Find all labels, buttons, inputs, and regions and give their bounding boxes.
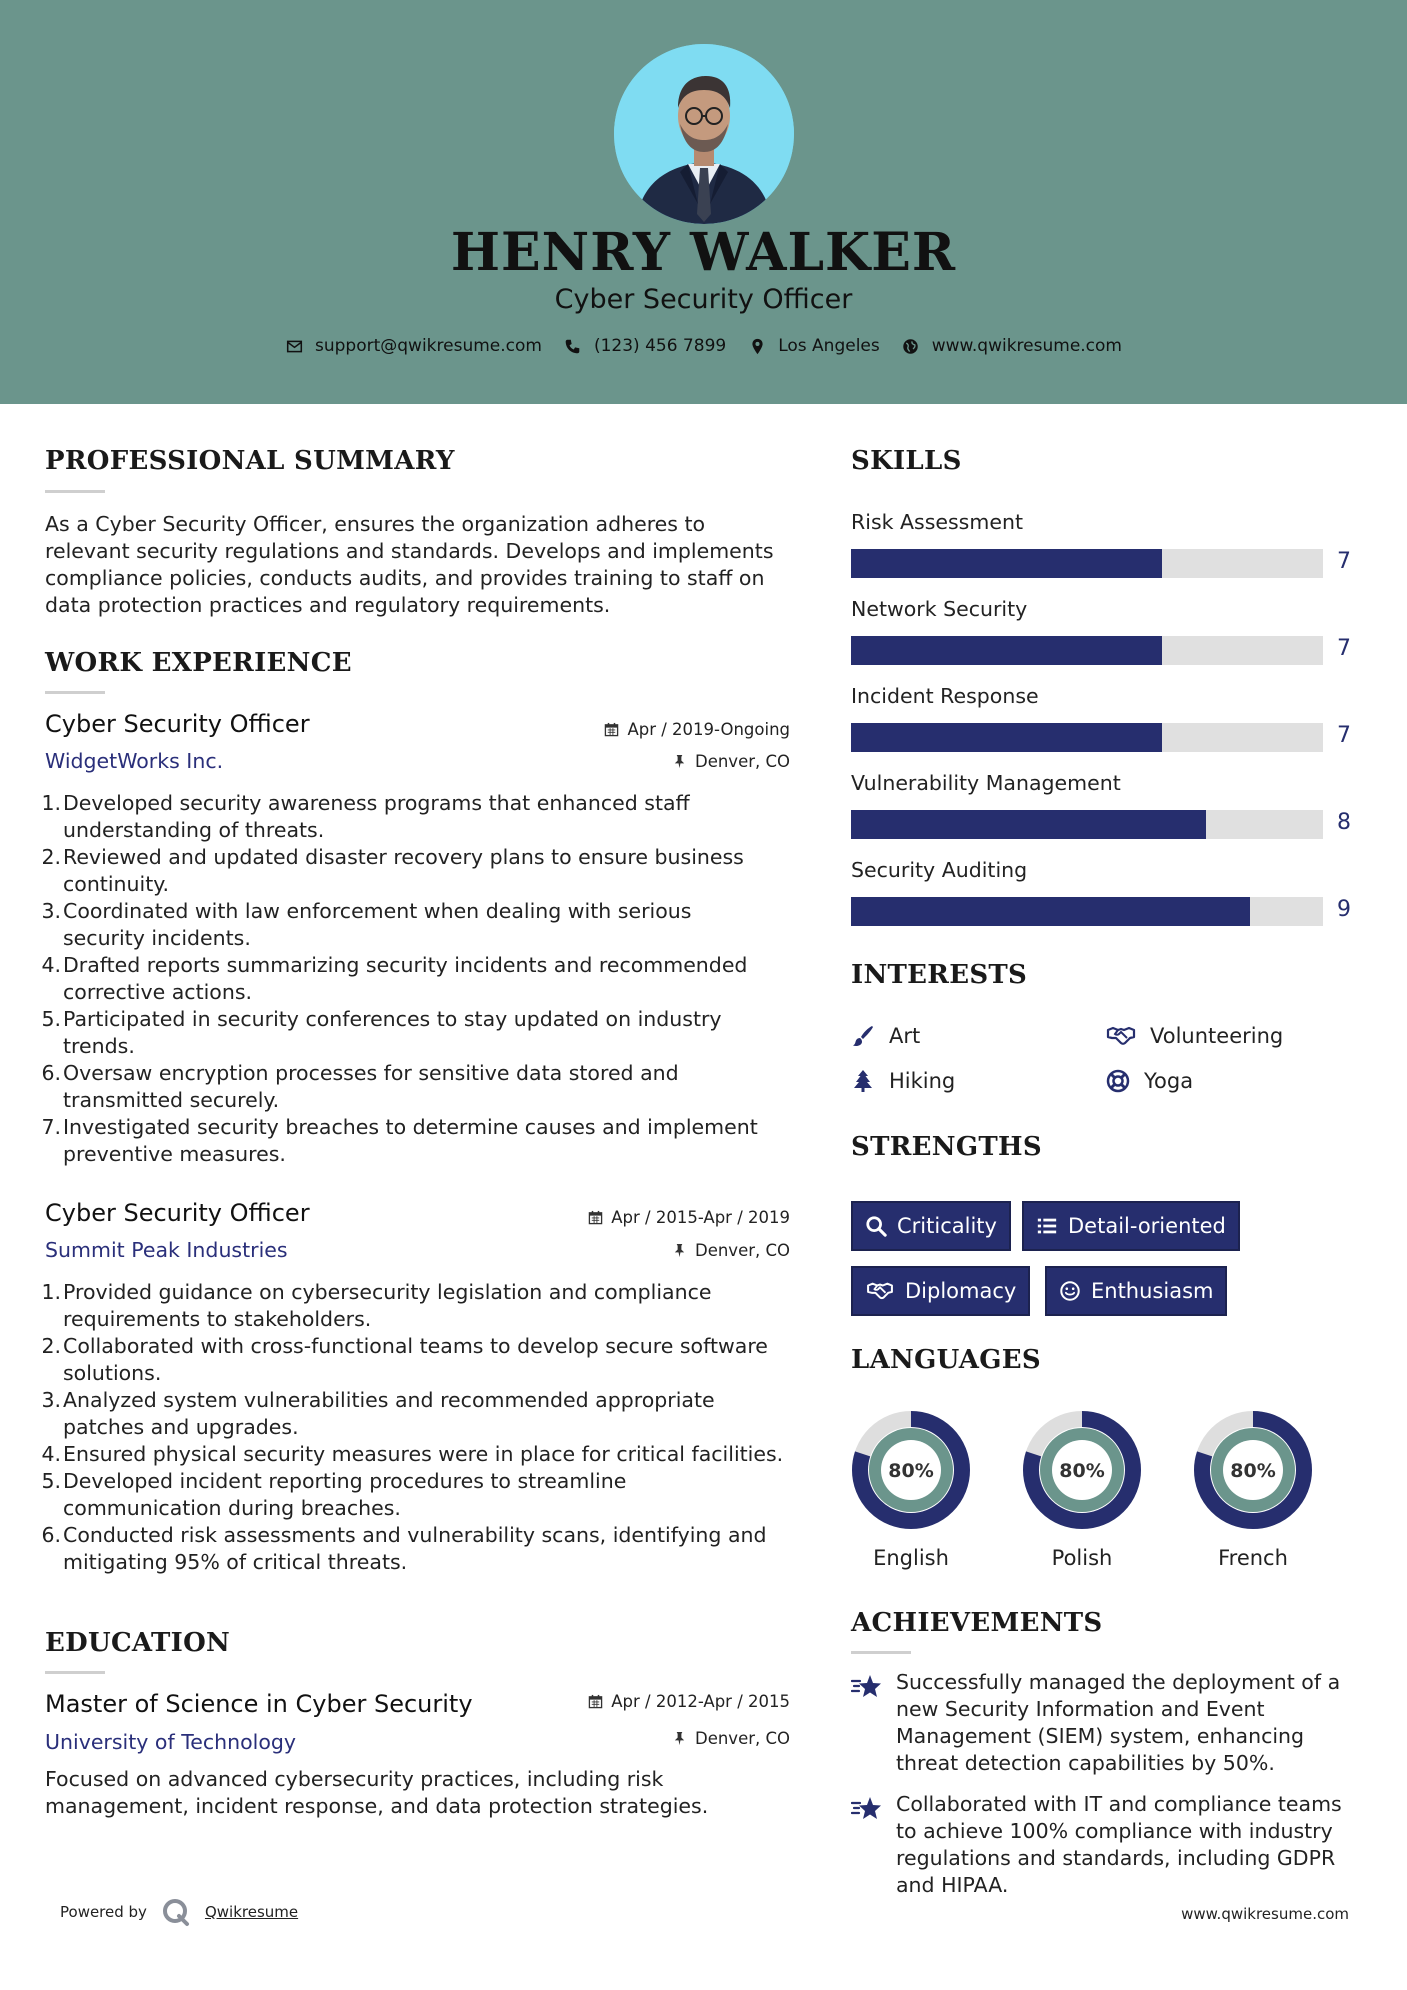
achievement-item [896, 1669, 1366, 1777]
list-line: Provided guidance on cybersecurity legislation and compliance [63, 1280, 712, 1304]
strength-badge [851, 1201, 1011, 1251]
list-number: 1. [41, 791, 61, 815]
list-number: 2. [41, 1334, 61, 1358]
phone-text[interactable]: (123) 456 7899 [593, 336, 727, 356]
list-line: mitigating 95% of critical threats. [63, 1550, 408, 1574]
summary-line: relevant security regulations and standards. Develops and implements [45, 539, 774, 563]
language-name: English [873, 1546, 949, 1570]
calendar-icon [588, 1694, 603, 1709]
summary-rule [45, 490, 105, 493]
job-responsibilities [41, 790, 805, 1168]
achievement-item [896, 1791, 1366, 1899]
skill-label: Network Security [851, 597, 1028, 621]
skill-bar [851, 636, 1323, 665]
list-number: 7. [41, 1115, 61, 1139]
skill-label: Risk Assessment [851, 510, 1023, 534]
location-text: Los Angeles [778, 336, 880, 356]
list-line: solutions. [63, 1361, 162, 1385]
interest-hiking [851, 1069, 955, 1093]
search-icon [865, 1215, 887, 1237]
star-icon [851, 1672, 883, 1702]
job-location-text: Denver, CO [694, 1241, 790, 1260]
list-item [41, 1522, 805, 1576]
education-rule [45, 1671, 105, 1674]
candidate-name: HENRY WALKER [450, 222, 957, 283]
job-title: Cyber Security Officer [45, 710, 310, 738]
skill-label: Security Auditing [851, 858, 1028, 882]
star-icon [851, 1794, 883, 1824]
education-description [45, 1766, 805, 1820]
profile-photo [614, 44, 794, 224]
pushpin-icon [672, 1731, 687, 1746]
interest-label: Volunteering [1150, 1024, 1284, 1048]
skills-heading: SKILLS [851, 446, 962, 476]
language-name: French [1218, 1546, 1288, 1570]
skill-value: 7 [1337, 723, 1351, 748]
list-item [41, 1060, 805, 1114]
list-item [41, 1114, 805, 1168]
skill-value: 7 [1337, 636, 1351, 661]
list-line: Ensured physical security measures were in place for critical facilities. [63, 1442, 784, 1466]
pushpin-icon [672, 1243, 687, 1258]
handshake-icon [865, 1280, 895, 1302]
skill-bar [851, 810, 1323, 839]
summary-line: As a Cyber Security Officer, ensures the organization adheres to [45, 512, 706, 536]
skill-label: Incident Response [851, 684, 1039, 708]
achievement-line: threat detection capabilities by 50%. [896, 1751, 1275, 1775]
school-name: University of Technology [45, 1730, 297, 1754]
qwikresume-logo-icon [161, 1897, 191, 1927]
list-line: transmitted securely. [63, 1088, 280, 1112]
job-dates [510, 1208, 790, 1227]
strength-badge [851, 1266, 1030, 1316]
list-line: Developed incident reporting procedures to streamline [63, 1469, 627, 1493]
job-dates-text: Apr / 2019-Ongoing [627, 720, 790, 739]
job-location [530, 752, 790, 771]
list-item [41, 1468, 805, 1522]
interest-label: Hiking [889, 1069, 956, 1093]
interests-heading: INTERESTS [851, 960, 1028, 990]
candidate-title: Cyber Security Officer [554, 284, 853, 315]
list-number: 1. [41, 1280, 61, 1304]
list-item [41, 790, 805, 844]
achievement-line: Management (SIEM) system, enhancing [896, 1724, 1305, 1748]
skill-value: 8 [1337, 810, 1351, 835]
list-line: requirements to stakeholders. [63, 1307, 372, 1331]
smile-icon [1059, 1280, 1081, 1302]
contact-phone[interactable] [564, 336, 726, 356]
skill-bar-fill [851, 810, 1206, 839]
skill-label: Vulnerability Management [851, 771, 1121, 795]
tree-icon [851, 1069, 875, 1093]
education-location [530, 1729, 790, 1748]
list-number: 3. [41, 1388, 61, 1412]
contact-bar [0, 336, 1407, 356]
list-number: 2. [41, 845, 61, 869]
interest-label: Yoga [1144, 1069, 1194, 1093]
map-pin-icon [748, 337, 766, 355]
list-item [41, 1279, 805, 1333]
list-item [41, 1006, 805, 1060]
job-dates [530, 720, 790, 739]
skill-value: 9 [1337, 897, 1351, 922]
list-line: Drafted reports summarizing security incidents and recommended [63, 953, 748, 977]
skill-bar-fill [851, 636, 1162, 665]
summary-line: data protection practices and regulatory requirements. [45, 593, 611, 617]
handshake-icon [1106, 1024, 1136, 1048]
skill-bar-fill [851, 897, 1250, 926]
achievement-line: and HIPAA. [896, 1873, 1009, 1897]
education-heading: EDUCATION [45, 1628, 231, 1658]
strengths-heading: STRENGTHS [851, 1132, 1042, 1162]
languages-heading: LANGUAGES [851, 1345, 1041, 1375]
strength-label: Enthusiasm [1091, 1279, 1214, 1303]
footer-website[interactable]: www.qwikresume.com [1181, 1905, 1349, 1923]
education-line: management, incident response, and data protection strategies. [45, 1794, 709, 1818]
degree-title: Master of Science in Cyber Security [45, 1690, 473, 1718]
list-number: 3. [41, 899, 61, 923]
list-number: 5. [41, 1469, 61, 1493]
experience-heading: WORK EXPERIENCE [45, 648, 352, 678]
job-dates-text: Apr / 2015-Apr / 2019 [611, 1208, 790, 1227]
language-donut [1191, 1408, 1315, 1532]
resume-header [0, 0, 1407, 404]
achievements-heading: ACHIEVEMENTS [851, 1608, 1103, 1638]
job-company: WidgetWorks Inc. [45, 749, 224, 773]
summary-heading: PROFESSIONAL SUMMARY [45, 446, 455, 476]
job-title: Cyber Security Officer [45, 1199, 310, 1227]
language-percent: 80% [1230, 1460, 1276, 1482]
list-line: Conducted risk assessments and vulnerability scans, identifying and [63, 1523, 767, 1547]
list-number: 4. [41, 953, 61, 977]
website-text[interactable]: www.qwikresume.com [931, 336, 1122, 356]
list-line: understanding of threats. [63, 818, 325, 842]
avatar [614, 44, 794, 224]
skill-bar-fill [851, 549, 1162, 578]
language-percent: 80% [888, 1460, 934, 1482]
strength-label: Diplomacy [905, 1279, 1017, 1303]
job-responsibilities [41, 1279, 805, 1576]
achievement-line: Successfully managed the deployment of a [896, 1670, 1341, 1694]
summary-line: compliance policies, conducts audits, and provides training to staff on [45, 566, 765, 590]
education-line: Focused on advanced cybersecurity practices, including risk [45, 1767, 664, 1791]
list-line: Reviewed and updated disaster recovery plans to ensure business [63, 845, 744, 869]
list-line: Analyzed system vulnerabilities and recommended appropriate [63, 1388, 715, 1412]
skill-bar [851, 723, 1323, 752]
strength-badge [1022, 1201, 1240, 1251]
list-line: Participated in security conferences to stay updated on industry [63, 1007, 722, 1031]
skill-bar-fill [851, 723, 1162, 752]
interest-label: Art [889, 1024, 921, 1048]
strength-label: Detail-oriented [1068, 1214, 1226, 1238]
education-location-text: Denver, CO [694, 1729, 790, 1748]
achievement-line: regulations and standards, including GDPR [896, 1846, 1336, 1870]
calendar-icon [604, 722, 619, 737]
calendar-icon [588, 1210, 603, 1225]
list-item [41, 1441, 805, 1468]
contact-location [748, 336, 880, 356]
list-number: 5. [41, 1007, 61, 1031]
skill-value: 7 [1337, 549, 1351, 574]
language-item [1191, 1408, 1315, 1570]
list-number: 6. [41, 1523, 61, 1547]
skill-bar [851, 897, 1323, 926]
paintbrush-icon [851, 1024, 875, 1048]
list-item [41, 898, 805, 952]
job-location-text: Denver, CO [694, 752, 790, 771]
list-item [41, 1387, 805, 1441]
list-item [41, 844, 805, 898]
brand-link[interactable]: Qwikresume [204, 1903, 299, 1921]
interest-volunteering [1106, 1024, 1283, 1048]
list-number: 4. [41, 1442, 61, 1466]
achievement-line: to achieve 100% compliance with industry [896, 1819, 1333, 1843]
education-dates-text: Apr / 2012-Apr / 2015 [611, 1692, 790, 1711]
language-item [1020, 1408, 1144, 1570]
language-item [849, 1408, 973, 1570]
strength-badge [1045, 1266, 1227, 1316]
list-line: Oversaw encryption processes for sensitive data stored and [63, 1061, 679, 1085]
list-line: preventive measures. [63, 1142, 286, 1166]
phone-icon [564, 337, 582, 355]
list-line: communication during breaches. [63, 1496, 401, 1520]
lifebuoy-icon [1106, 1069, 1130, 1093]
list-line: trends. [63, 1034, 135, 1058]
list-line: Collaborated with cross-functional teams to develop secure software [63, 1334, 768, 1358]
list-line: continuity. [63, 872, 169, 896]
achievement-line: new Security Information and Event [896, 1697, 1265, 1721]
email-text[interactable]: support@qwikresume.com [315, 336, 542, 356]
list-icon [1036, 1215, 1058, 1237]
pushpin-icon [672, 754, 687, 769]
globe-icon [902, 337, 920, 355]
interest-yoga [1106, 1069, 1193, 1093]
list-line: Coordinated with law enforcement when dealing with serious [63, 899, 692, 923]
summary-text [45, 511, 805, 619]
strength-label: Criticality [897, 1214, 997, 1238]
interest-art [851, 1024, 920, 1048]
list-line: security incidents. [63, 926, 251, 950]
list-item [41, 1333, 805, 1387]
achievement-line: Collaborated with IT and compliance teams [896, 1792, 1342, 1816]
language-name: Polish [1051, 1546, 1113, 1570]
achievements-rule [851, 1651, 911, 1654]
contact-email[interactable] [285, 336, 542, 356]
language-donut [1020, 1408, 1144, 1532]
list-line: Investigated security breaches to determine causes and implement [63, 1115, 758, 1139]
education-dates [510, 1692, 790, 1711]
experience-rule [45, 691, 105, 694]
powered-by[interactable] [60, 1897, 298, 1927]
job-location [530, 1241, 790, 1260]
job-company: Summit Peak Industries [45, 1238, 288, 1262]
list-line: patches and upgrades. [63, 1415, 299, 1439]
language-percent: 80% [1059, 1460, 1105, 1482]
powered-by-label: Powered by [60, 1903, 147, 1921]
list-number: 6. [41, 1061, 61, 1085]
list-line: Developed security awareness programs that enhanced staff [63, 791, 690, 815]
list-item [41, 952, 805, 1006]
language-donut [849, 1408, 973, 1532]
list-line: corrective actions. [63, 980, 253, 1004]
contact-website[interactable] [902, 336, 1122, 356]
skill-bar [851, 549, 1323, 578]
envelope-icon [285, 337, 303, 355]
